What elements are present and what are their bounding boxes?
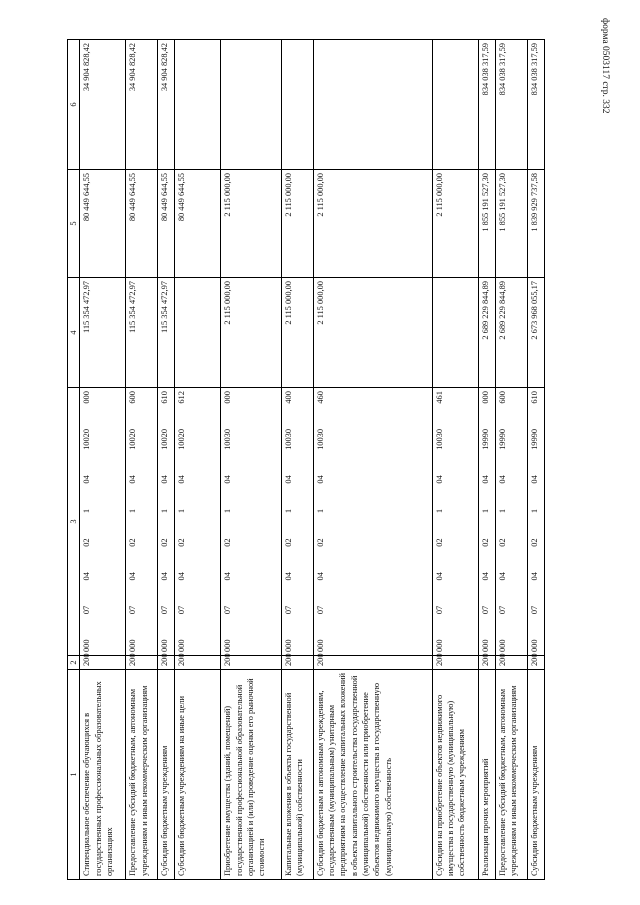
code-segment: 02 [177,538,187,547]
code-segment: 1 [284,508,294,514]
row-budget-code [495,388,527,656]
row-unexecuted-amount: 34 904 828,42 [80,40,126,170]
row-budget-code [478,388,495,656]
row-unexecuted-amount [313,40,432,170]
code-segment: 02 [284,538,294,547]
row-budget-code [221,388,282,656]
code-segment: 1 [159,508,169,514]
code-segment: 07 [284,605,294,615]
code-segment: 000 [497,639,507,652]
column-header: 5 [68,170,80,278]
row-unexecuted-amount [221,40,282,170]
row-unexecuted-amount: 834 038 317,59 [527,40,544,170]
row-name: Субсидии бюджетным учреждениям на иные цели [175,670,221,880]
code-segment: 000 [223,391,233,404]
row-approved-amount: 115 354 472,97 [157,278,174,388]
row-name: Реализация прочих мероприятий [478,670,495,880]
code-segment: 000 [159,639,169,652]
code-segment: 02 [480,538,490,547]
row-budget-code [80,388,126,656]
column-header: 3 [68,388,80,656]
code-segment: 000 [480,391,490,404]
code-segment: 07 [497,605,507,615]
row-approved-amount: 2 689 229 844,89 [495,278,527,388]
code-segment: 612 [177,391,187,404]
table-row [80,40,126,880]
code-segment: 600 [497,391,507,404]
code-segment: 1 [223,508,233,514]
row-unexecuted-amount [282,40,314,170]
row-approved-amount: 2 115 000,00 [221,278,282,388]
code-segment: 04 [223,475,233,484]
row-executed-amount: 80 449 644,55 [175,170,221,278]
code-segment: 02 [434,538,444,547]
row-approved-amount: 115 354 472,97 [126,278,158,388]
code-segment: 000 [223,639,233,652]
code-segment: 610 [529,391,539,404]
row-executed-amount: 80 449 644,55 [80,170,126,278]
header-row [68,40,80,880]
code-segment: 07 [177,605,187,615]
code-segment: 07 [480,605,490,615]
code-segment: 02 [315,538,325,547]
code-segment: 000 [128,639,138,652]
code-segment: 461 [434,391,444,404]
code-segment: 000 [434,639,444,652]
table-row [478,40,495,880]
code-segment: 04 [128,475,138,484]
row-executed-amount: 80 449 644,55 [157,170,174,278]
code-segment: 04 [480,572,490,581]
report-table-container [67,40,545,880]
code-segment: 07 [223,605,233,615]
row-unexecuted-amount [175,40,221,170]
code-segment: 04 [315,475,325,484]
table-row [432,40,478,880]
row-name: Субсидии бюджетным учреждениям [527,670,544,880]
code-segment: 1 [480,508,490,514]
code-segment: 400 [284,391,294,404]
code-segment: 02 [82,538,92,547]
code-segment: 000 [284,639,294,652]
row-executed-amount: 80 449 644,55 [126,170,158,278]
code-segment: 000 [82,639,92,652]
row-line-code: 200 [478,656,495,670]
code-segment: 02 [128,538,138,547]
code-segment: 10030 [434,428,444,450]
row-name: Субсидии бюджетным и автономным учреждениям, государственным (муниципальным) унитарным предприятиям на осуществление капитальных вложений в объекты капитального строительства государственной (муниципальной) собственности или приобретение объектов недвижимого имущества в государственную (муниципальную) собственность [313,670,432,880]
code-segment: 04 [159,572,169,581]
code-segment: 02 [223,538,233,547]
code-segment: 07 [315,605,325,615]
code-segment: 07 [82,605,92,615]
row-name: Предоставление субсидий бюджетным, автономным учреждениям и иным некоммерческим организациям [495,670,527,880]
code-segment: 000 [315,639,325,652]
row-budget-code [282,388,314,656]
row-name: Приобретение имущества (зданий, помещений) государственной профессиональной образовательной организацией и (или) проведение оценки его рыночной стоимости [221,670,282,880]
code-segment: 04 [497,572,507,581]
code-segment: 1 [529,508,539,514]
row-line-code: 200 [126,656,158,670]
row-budget-code [313,388,432,656]
code-segment: 000 [82,391,92,404]
code-segment: 02 [529,538,539,547]
code-segment: 04 [529,475,539,484]
row-executed-amount: 2 115 000,00 [282,170,314,278]
table-row [126,40,158,880]
column-header: 4 [68,278,80,388]
code-segment: 07 [159,605,169,615]
code-segment: 04 [497,475,507,484]
code-segment: 10020 [177,428,187,450]
row-executed-amount: 1 839 929 737,58 [527,170,544,278]
row-name: Субсидии на приобретение объектов недвижимого имущества в государственную (муниципальную) собственность бюджетным учреждениям [432,670,478,880]
row-line-code: 200 [495,656,527,670]
row-approved-amount: 2 115 000,00 [282,278,314,388]
code-segment: 10030 [315,428,325,450]
row-budget-code [126,388,158,656]
table-row [175,40,221,880]
code-segment: 10020 [159,428,169,450]
code-segment: 1 [497,508,507,514]
code-segment: 000 [480,639,490,652]
code-segment: 10030 [223,428,233,450]
code-segment: 19990 [497,428,507,450]
code-segment: 10030 [284,428,294,450]
row-name: Капитальные вложения в объекты государственной (муниципальной) собственности [282,670,314,880]
code-segment: 04 [284,475,294,484]
row-executed-amount: 2 115 000,00 [313,170,432,278]
code-segment: 10020 [128,428,138,450]
table-row [527,40,544,880]
row-approved-amount: 2 673 968 055,17 [527,278,544,388]
row-executed-amount: 2 115 000,00 [432,170,478,278]
table-row [495,40,527,880]
code-segment: 460 [315,391,325,404]
row-executed-amount: 2 115 000,00 [221,170,282,278]
row-line-code: 200 [221,656,282,670]
code-segment: 610 [159,391,169,404]
row-unexecuted-amount [432,40,478,170]
code-segment: 04 [315,572,325,581]
code-segment: 02 [159,538,169,547]
row-approved-amount: 2 115 000,00 [313,278,432,388]
code-segment: 04 [159,475,169,484]
code-segment: 10020 [82,428,92,450]
row-name: Субсидии бюджетным учреждениям [157,670,174,880]
code-segment: 04 [177,475,187,484]
code-segment: 04 [434,475,444,484]
row-executed-amount: 1 855 191 527,30 [478,170,495,278]
code-segment: 04 [529,572,539,581]
form-reference: форма 0503117 стр. 332 [600,18,610,114]
code-segment: 02 [497,538,507,547]
code-segment: 1 [128,508,138,514]
row-approved-amount [175,278,221,388]
row-unexecuted-amount: 834 038 317,59 [495,40,527,170]
code-segment: 04 [177,572,187,581]
row-name: Стипендиальное обеспечение обучающихся в государственных профессиональных образовательных организациях [80,670,126,880]
row-name: Предоставление субсидий бюджетным, автономным учреждениям и иным некоммерческим организациям [126,670,158,880]
table-row [282,40,314,880]
code-segment: 600 [128,391,138,404]
table-row [221,40,282,880]
row-budget-code [175,388,221,656]
row-approved-amount: 2 689 229 844,89 [478,278,495,388]
code-segment: 1 [82,508,92,514]
code-segment: 19990 [529,428,539,450]
row-budget-code [527,388,544,656]
row-unexecuted-amount: 34 904 828,42 [157,40,174,170]
column-header: 2 [68,656,80,670]
code-segment: 04 [284,572,294,581]
code-segment: 1 [434,508,444,514]
row-line-code: 200 [432,656,478,670]
code-segment: 1 [177,508,187,514]
code-segment: 04 [128,572,138,581]
code-segment: 04 [223,572,233,581]
row-line-code: 200 [282,656,314,670]
code-segment: 04 [82,475,92,484]
column-header: 1 [68,670,80,880]
row-budget-code [432,388,478,656]
code-segment: 04 [434,572,444,581]
row-line-code: 200 [527,656,544,670]
row-line-code: 200 [80,656,126,670]
code-segment: 19990 [480,428,490,450]
row-line-code: 200 [313,656,432,670]
row-line-code: 200 [157,656,174,670]
row-approved-amount: 115 354 472,97 [80,278,126,388]
row-budget-code [157,388,174,656]
code-segment: 000 [529,639,539,652]
code-segment: 04 [480,475,490,484]
code-segment: 07 [128,605,138,615]
code-segment: 07 [529,605,539,615]
row-approved-amount [432,278,478,388]
column-header: 6 [68,40,80,170]
code-segment: 04 [82,572,92,581]
code-segment: 07 [434,605,444,615]
report-table [67,39,545,880]
table-row [313,40,432,880]
code-segment: 000 [177,639,187,652]
row-executed-amount: 1 855 191 527,30 [495,170,527,278]
row-unexecuted-amount: 834 038 317,59 [478,40,495,170]
table-row [157,40,174,880]
row-line-code: 200 [175,656,221,670]
row-unexecuted-amount: 34 904 828,42 [126,40,158,170]
code-segment: 1 [315,508,325,514]
